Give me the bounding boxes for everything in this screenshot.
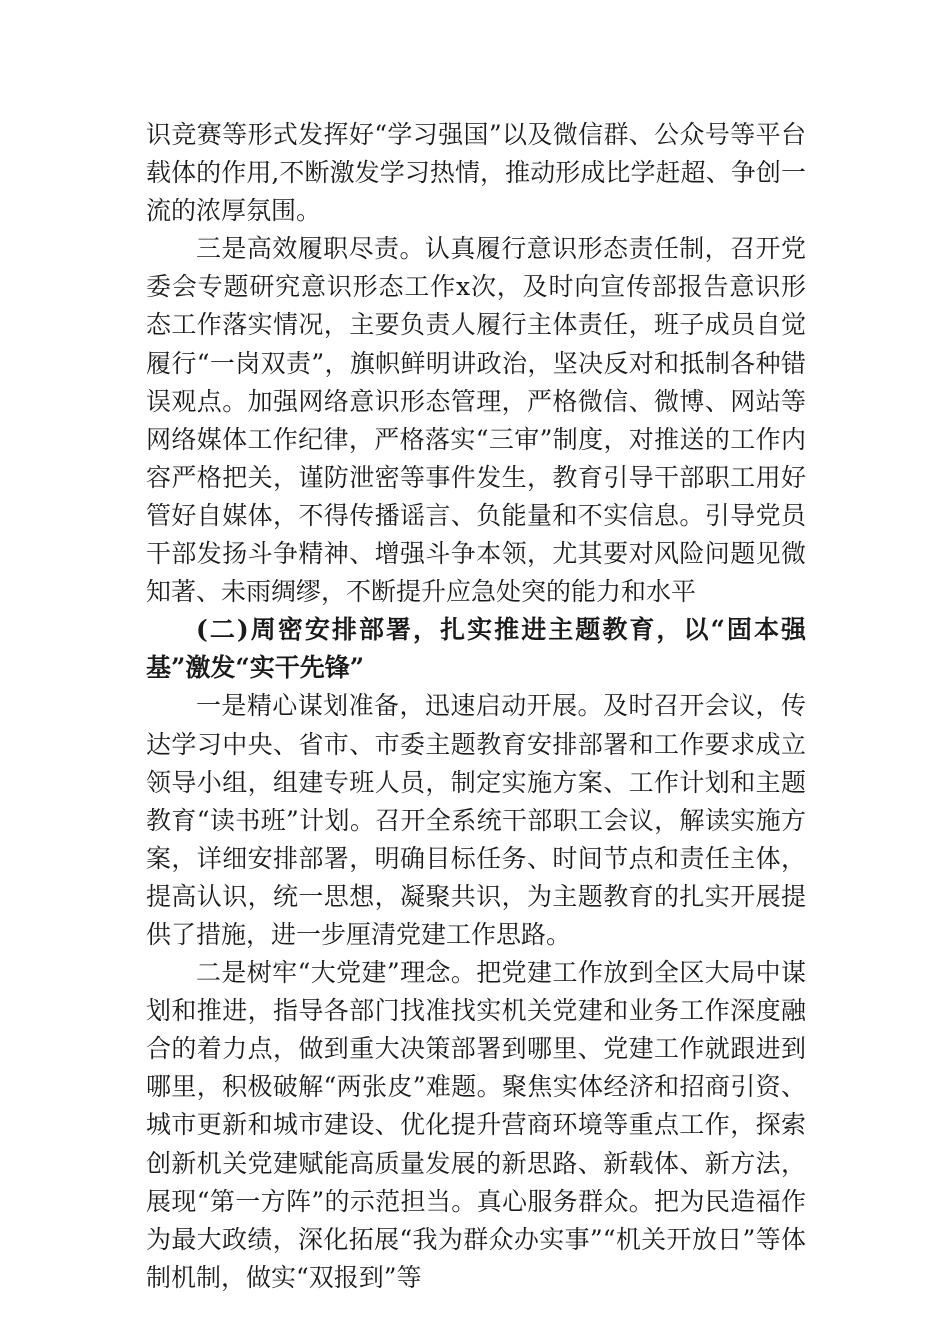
paragraph-point-two: 二是树牢“大党建”理念。把党建工作放到全区大局中谋划和推进，指导各部门找准找实机关党建和业务工作深度融合的着力点，做到重大决策部署到哪里、党建工作就跟进到哪里，积极破解“两张皮”难题。聚焦实体经济和招商引资、城市更新和城市建设、优化提升营商环境等重点工作，探索创新机关党建赋能高质量发展的新思路、新载体、新方法，展现“第一方阵”的示范担当。真心服务群众。把为民造福作为最大政绩，深化拓展“我为群众办实事”“机关开放日”等体制机制，做实“双报到”等 — [146, 958, 806, 1292]
paragraph-point-one: 一是精心谋划准备，迅速启动开展。及时召开会议，传达学习中央、省市、市委主题教育安排部署和工作要求成立领导小组，组建专班人员，制定实施方案、工作计划和主题教育“读书班”计划。召开全系统干部职工会议，解读实施方案，详细安排部署，明确目标任务、时间节点和责任主体，提高认识，统一思想，凝聚共识，为主题教育的扎实开展提供了措施，进一步厘清党建工作思路。 — [146, 691, 806, 949]
section-heading: (二)周密安排部署，扎实推进主题教育，以“固本强基”激发“实干先锋” — [146, 615, 806, 683]
paragraph-point-three: 三是高效履职尽责。认真履行意识形态责任制，召开党委会专题研究意识形态工作x次，及时向宣传部报告意识形态工作落实情况，主要负责人履行主体责任，班子成员自觉履行“一岗双责”，旗帜鲜明讲政治，坚决反对和抵制各种错误观点。加强网络意识形态管理，严格微信、微博、网站等网络媒体工作纪律，严格落实“三审”制度，对推送的工作内容严格把关，谨防泄密等事件发生，教育引导干部职工用好管好自媒体，不得传播谣言、负能量和不实信息。引导党员干部发扬斗争精神、增强斗争本领，尤其要对风险问题见微知著、未雨绸缪，不断提升应急处突的能力和水平 — [146, 234, 806, 607]
paragraph-continuation: 识竞赛等形式发挥好“学习强国”以及微信群、公众号等平台载体的作用,不断激发学习热情，推动形成比学赶超、争创一流的浓厚氛围。 — [146, 120, 806, 226]
document-body — [146, 116, 806, 1297]
